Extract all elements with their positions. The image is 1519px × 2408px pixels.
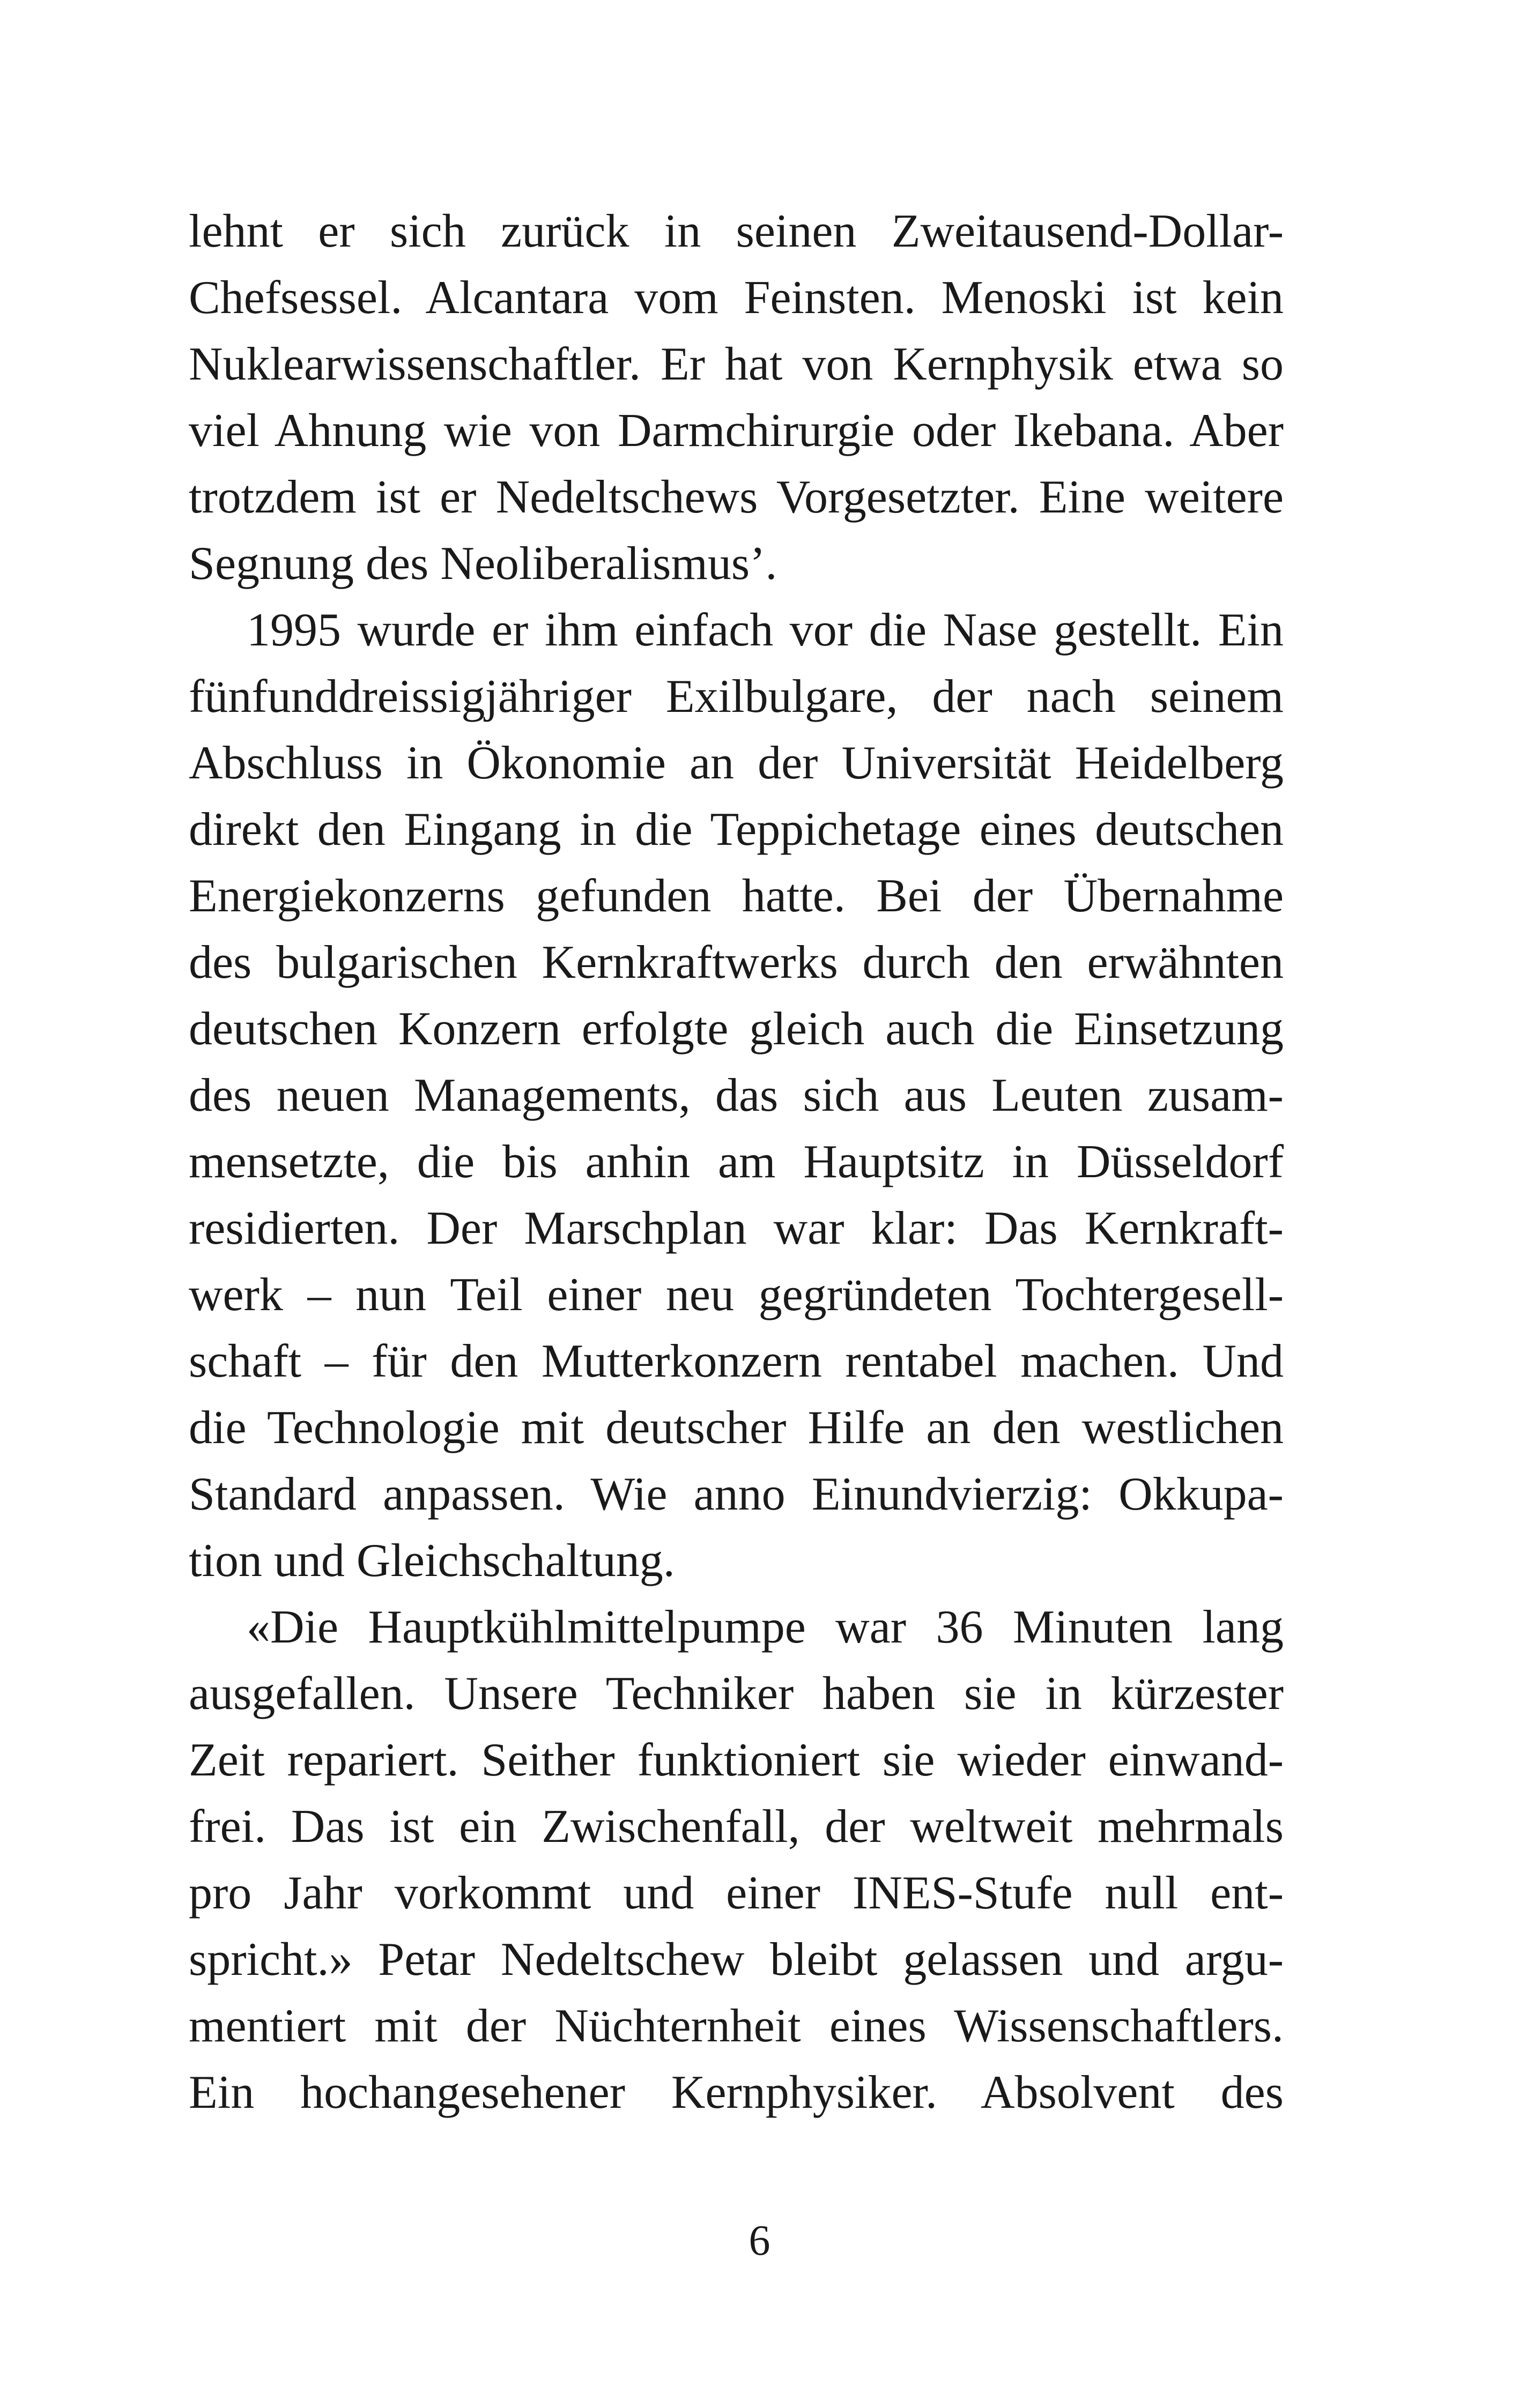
text-line: Ein hochangesehener Kernphysiker. Absolvent des	[189, 2067, 1284, 2119]
text-line: spricht.» Petar Nedeltschew bleibt gelassen und argu-	[189, 1934, 1284, 1986]
text-line: des bulgarischen Kernkraftwerks durch den erwähnten	[189, 937, 1284, 989]
text-line: Zeit repariert. Seither funktioniert sie wieder einwand-	[189, 1734, 1284, 1786]
text-line: pro Jahr vorkommt und einer INES-Stufe null ent-	[189, 1867, 1284, 1919]
text-line: trotzdem ist er Nedeltschews Vorgesetzter. Eine weitere	[189, 471, 1284, 523]
text-line: werk – nun Teil einer neu gegründeten Tochtergesell-	[189, 1269, 1284, 1321]
text-line: deutschen Konzern erfolgte gleich auch die Einsetzung	[189, 1003, 1284, 1055]
paragraph-first-line: «Die Hauptkühlmittelpumpe war 36 Minuten lang	[247, 1601, 1284, 1653]
page-number: 6	[749, 2217, 770, 2264]
text-line: mentiert mit der Nüchternheit eines Wissenschaftlers.	[189, 2000, 1284, 2052]
body-text	[189, 198, 1284, 2126]
text-line: direkt den Eingang in die Teppichetage eines deutschen	[189, 804, 1284, 856]
text-line: fünfunddreissigjähriger Exilbulgare, der nach seinem	[189, 671, 1284, 723]
text-line: frei. Das ist ein Zwischenfall, der weltweit mehrmals	[189, 1801, 1284, 1853]
text-line: Chefsessel. Alcantara vom Feinsten. Menoski ist kein	[189, 272, 1284, 324]
paragraph-first-line: 1995 wurde er ihm einfach vor die Nase gestellt. Ein	[247, 604, 1284, 656]
text-line: Energiekonzerns gefunden hatte. Bei der Übernahme	[189, 870, 1284, 922]
text-line: mensetzte, die bis anhin am Hauptsitz in Düsseldorf	[189, 1136, 1284, 1188]
text-line: schaft – für den Mutterkonzern rentabel machen. Und	[189, 1335, 1284, 1387]
paragraph-end-line: tion und Gleichschaltung.	[189, 1535, 675, 1587]
text-line: des neuen Managements, das sich aus Leuten zusam-	[189, 1069, 1284, 1121]
text-line: Abschluss in Ökonomie an der Universität Heidelberg	[189, 737, 1284, 789]
text-line: Standard anpassen. Wie anno Einundvierzig: Okkupa-	[189, 1468, 1284, 1520]
text-line: Nuklearwissenschaftler. Er hat von Kernphysik etwa so	[189, 338, 1284, 390]
text-line: ausgefallen. Unsere Techniker haben sie in kürzester	[189, 1668, 1284, 1720]
text-line: die Technologie mit deutscher Hilfe an den westlichen	[189, 1402, 1284, 1454]
text-line: residierten. Der Marschplan war klar: Das Kernkraft-	[189, 1202, 1284, 1254]
paragraph-end-line: Segnung des Neoliberalismus’.	[189, 538, 777, 590]
text-line: lehnt er sich zurück in seinen Zweitausend-Dollar-	[189, 205, 1284, 257]
text-line: viel Ahnung wie von Darmchirurgie oder Ikebana. Aber	[189, 405, 1284, 457]
